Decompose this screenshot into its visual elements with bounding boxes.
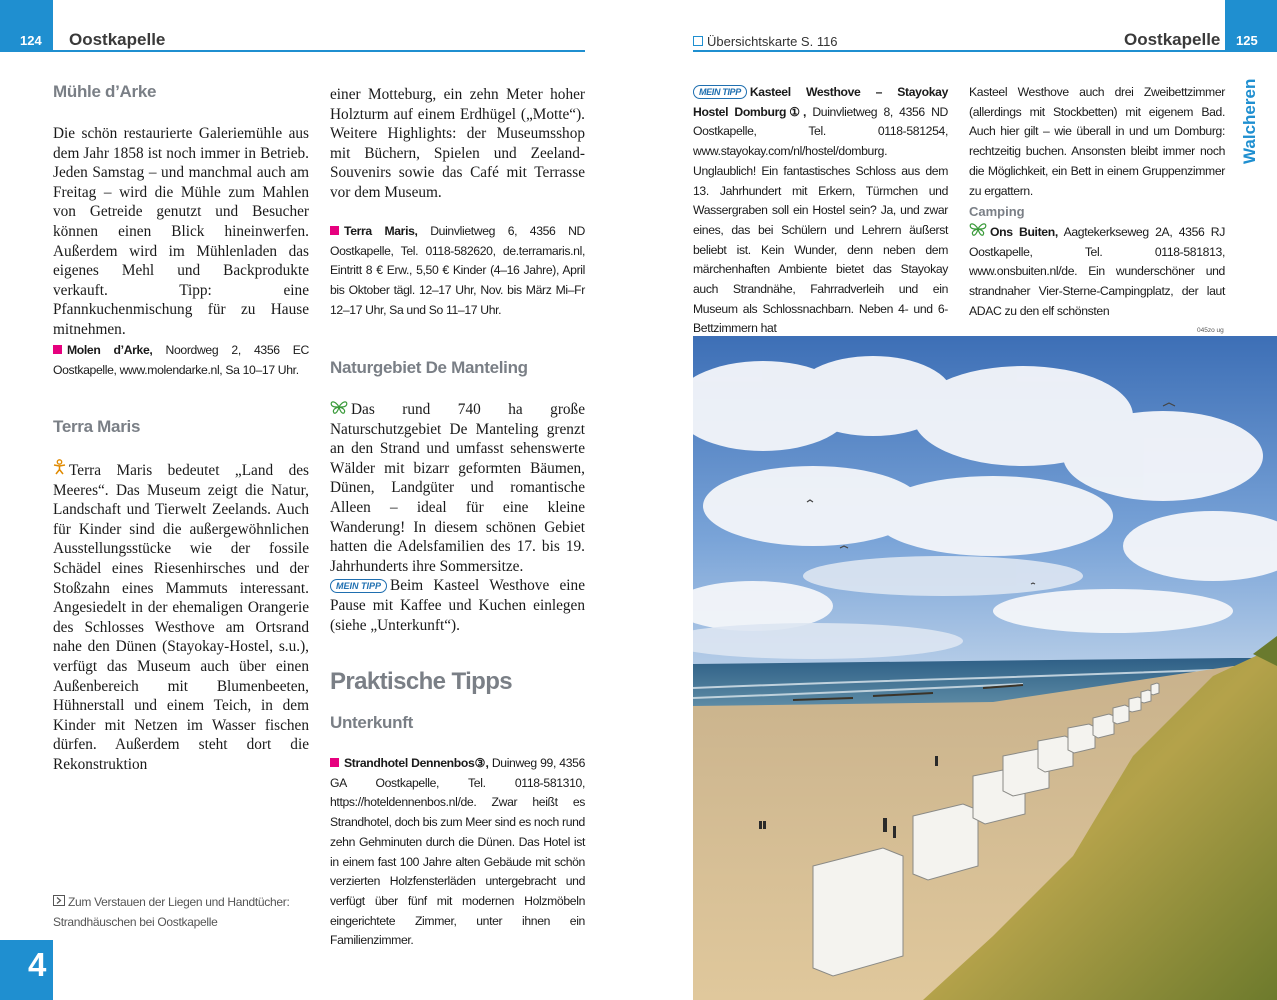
photo-caption: [53, 892, 309, 932]
bullet-square-icon: [330, 758, 339, 767]
paragraph-motteburg: [330, 85, 585, 203]
kasteel-details: Duinvlietweg 8, 4356 ND Oostkapelle, Tel. 0118-581254, www.stayokay.com/nl/hostel/domburg. Unglaublich! Ein fantastisches Schloss aus dem 13. Jahrhundert mit Erkern, Türmchen und Wassergraben soll ein Hostel sein? Ja, und zwar eines, das bei Schülern und Lehrern äußerst beliebt ist. Kein Wunder, denn neben dem märchenhaften Ambiente bietet das Stayokay auch Strandnähe, Fahrradverleih und ein Museum als Schlossnachbarn. Neben 4- und 6-Bettzimmern hat: [693, 104, 948, 336]
paragraph-terra-maris: [53, 459, 309, 775]
butterfly-icon: [330, 400, 348, 420]
page-number-left: 124: [0, 0, 53, 52]
child-icon: [53, 459, 66, 481]
muehle-text: Die schön restaurierte Galeriemühle aus dem Jahr 1858 ist noch immer in Betrieb. Jeden Samstag – und manchmal auch am Freitag – wird die Mühle zum Mahlen von Getreide genutzt und Besucher können einen Blick hineinwerfen. Außerdem wird im Mühlenladen das eigenes Mehl und Backprodukte verkauft. Tipp: eine Pfannkuchenmischung für zu Hause mitnehmen.: [53, 125, 309, 338]
ons-details: Aagtekerkseweg 2A, 4356 RJ Oostkapelle, Tel. 0118-581813, www.onsbuiten.nl/de. Ein wunderschöner und strandnaher Vier-Sterne-Campingplatz, der laut ADAC zu den elf schönsten: [969, 225, 1226, 318]
info-molen: [53, 341, 309, 380]
kasteel-cont-text: Kasteel Westhove auch drei Zweibettzimmer (allerdings mit Stockbetten) mit eigenem Bad. Auch hier gilt – wie überall in und um Domburg: rechtzeitig buchen. Ansonsten bleibt immer noch die Möglichkeit, ein Bett in einem Gruppenzimmer zu ergattern.: [969, 85, 1225, 198]
heading-unterkunft: Unterkunft: [330, 713, 413, 732]
info-kasteel-cont: [969, 83, 1225, 201]
kasteel-name: Kasteel Westhove – Stayokay Hostel Domburg①,: [693, 85, 948, 119]
paragraph-manteling: [330, 400, 585, 635]
terra-name: Terra Maris,: [344, 224, 418, 238]
molen-details: Noordweg 2, 4356 EC Oostkapelle, www.molendarke.nl, Sa 10–17 Uhr.: [53, 343, 310, 377]
info-terra-maris: [330, 222, 585, 321]
info-kasteel: [693, 83, 948, 339]
header-rule-left: [53, 50, 585, 52]
bullet-square-icon: [330, 226, 339, 235]
butterfly-icon: [969, 222, 987, 243]
heading-terra-maris: Terra Maris: [53, 417, 141, 436]
heading-muehle: Mühle d’Arke: [53, 82, 157, 101]
heading-camping: Camping: [969, 204, 1025, 219]
molen-name: Molen d’Arke,: [67, 343, 153, 357]
tipp-text: Beim Kasteel Westhove eine Pause mit Kaffee und Kuchen einlegen (siehe „Unterkunft“).: [330, 577, 585, 634]
running-title-left: Oostkapelle: [69, 30, 166, 49]
strand-name: Strandhotel Dennenbos③,: [344, 756, 489, 770]
strand-details: Duinweg 99, 4356 GA Oostkapelle, Tel. 0118-581310, https://hoteldennenbos.nl/de. Zwar heißt es Strandhotel, doch bis zum Meer sind es noch rund zehn Gehminuten durch die Dünen. Das Hotel ist in einem fast 100 Jahre alten Gebäude mit schön verzierten Holzfensterläden untergebracht und verfügt über fünf mit modernen Holzmöbeln eingerichtete Zimmer, unter ihnen ein Familienzimmer.: [330, 756, 585, 948]
caption-arrow-icon: [53, 892, 65, 912]
heading-praktische-tipps: Praktische Tipps: [330, 668, 513, 695]
running-title-right: Oostkapelle: [1124, 30, 1221, 49]
terra-text: Terra Maris bedeutet „Land des Meeres“. Das Museum zeigt die Natur, Landschaft und Tierwelt Zeelands. Auch für Kinder sind die außergewöhnlichen Ausstellungsstücke wie der fossile Schädel eines Riesenhirsches und der Stoßzahn eines Mammuts interessant. Angesiedelt in der ehemaligen Orangerie des Schlosses Westhove am Ortsrand nahe den Dünen (Stayokay-Hostel, s.u.), verfügt das Museum auch über einen Außenbereich mit Blumenbeeten, Hühnerstall und einem Teich, in dem Kinder mit Netzen im Wasser fischen dürfen. Außerdem steht dort die Rekonstruktion: [53, 462, 309, 773]
paragraph-muehle: [53, 124, 309, 340]
photo-code: 045zo ug: [1197, 327, 1224, 334]
info-strandhotel: [330, 754, 585, 951]
info-ons-buiten: [969, 222, 1225, 322]
beach-photo-illustration: [693, 336, 1277, 1000]
bullet-square-icon: [53, 345, 62, 354]
heading-manteling: Naturgebiet De Manteling: [330, 358, 528, 377]
side-tab-walcheren: Walcheren: [1240, 78, 1259, 164]
chapter-tab: 4: [0, 940, 53, 1000]
mein-tipp-badge: MEIN TIPP: [693, 85, 747, 99]
caption-text: Zum Verstauen der Liegen und Handtücher: Strandhäuschen bei Oostkapelle: [53, 895, 290, 929]
terra-details: Duinvlietweg 6, 4356 ND Oostkapelle, Tel. 0118-582620, de.terramaris.nl, Eintritt 8 € Erw., 5,50 € Kinder (4–16 Jahre), April bis Oktober tägl. 12–17 Uhr, Nov. bis März Mi–Fr 12–17 Uhr, Sa und So 11–17 Uhr.: [330, 224, 585, 317]
mein-tipp-badge: MEIN TIPP: [330, 579, 387, 593]
map-square-icon: [693, 36, 703, 46]
header-rule-right: [693, 50, 1225, 52]
page-number-right: 125: [1225, 0, 1277, 52]
beach-photo: [693, 336, 1277, 1000]
map-reference: Übersichtskarte S. 116: [693, 34, 838, 49]
ons-name: Ons Buiten,: [990, 225, 1058, 239]
manteling-text: Das rund 740 ha große Naturschutzgebiet De Manteling grenzt an den Strand und umfasst sehenswerte Wälder mit bizarr geformten Bäumen, Dünen, Landgüter und romantische Alleen – ideal für eine kleine Wanderung! In diesem schönen Gebiet hatten die Adelsfamilien des 17. bis 19. Jahrhunderts ihre Sommersitze.: [330, 401, 585, 575]
motteburg-text: einer Motteburg, ein zehn Meter hoher Holzturm auf einem Erdhügel („Motte“). Weitere Highlights: der Museumsshop mit Büchern, Spielen und Zeeland-Souvenirs sowie das Café mit Terrasse vor dem Museum.: [330, 86, 585, 201]
